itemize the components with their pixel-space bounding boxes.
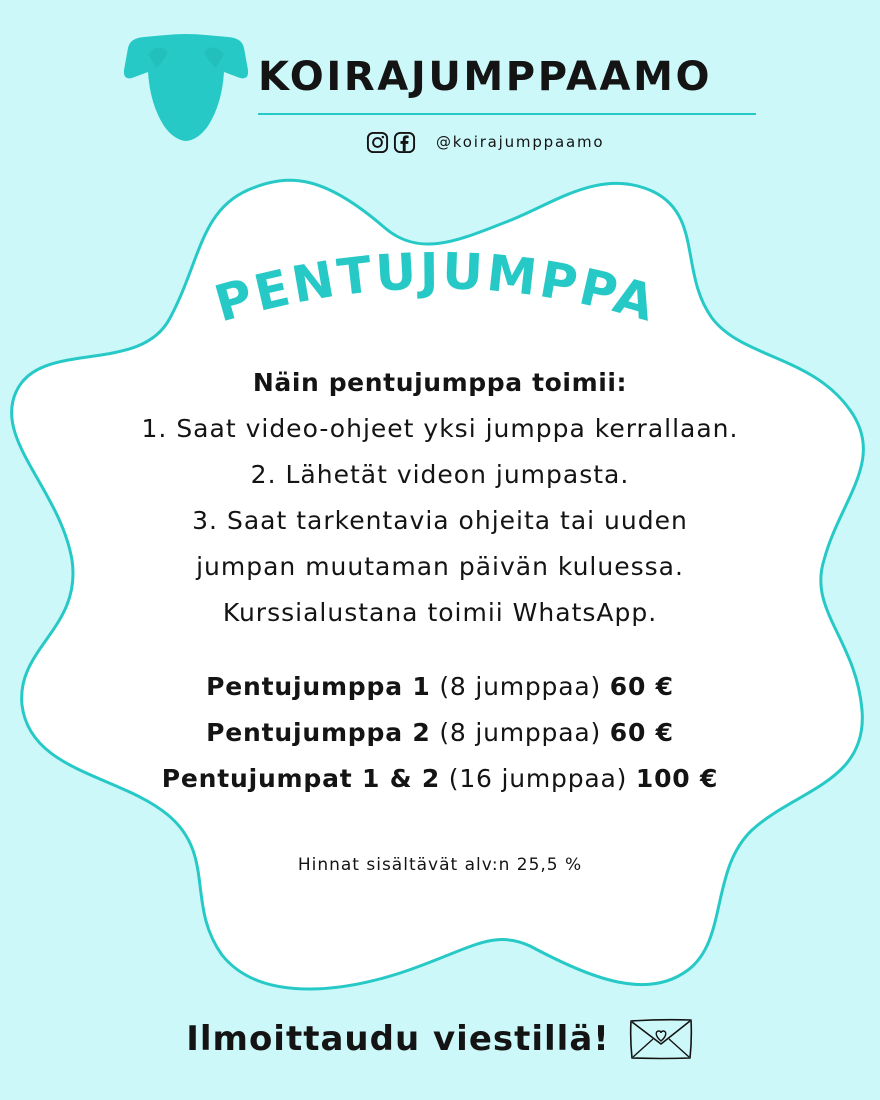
cta-label: Ilmoittaudu viestillä! [186,1019,610,1059]
vat-note: Hinnat sisältävät alv:n 25,5 % [297,855,583,875]
course-price: 60 € [609,672,674,701]
step-line: 2. Lähetät videon jumpasta. [250,460,630,489]
signup-cta [0,1014,880,1064]
price-row [40,664,840,710]
brand-name: KOIRAJUMPPAAMO [258,54,713,100]
course-detail: (8 jumppaa) [439,718,601,747]
step-line: 1. Saat video-ohjeet yksi jumppa kerrallaan. [141,414,739,443]
envelope-heart-icon[interactable] [628,1017,694,1061]
price-row [40,756,840,802]
course-detail: (8 jumppaa) [439,672,601,701]
page-title [208,242,663,333]
social-handle: @koirajumppaamo [436,133,605,151]
course-price: 60 € [609,718,674,747]
course-name: Pentujumppa 2 [206,718,431,747]
step-line: 3. Saat tarkentavia ohjeita tai uuden [192,506,688,535]
how-it-works [40,360,840,802]
step-line: Kurssialustana toimii WhatsApp. [222,598,658,627]
course-name: Pentujumppa 1 [206,672,431,701]
price-list [40,664,840,802]
step-line: jumpan muutaman päivän kuluessa. [196,552,684,581]
how-it-works-heading: Näin pentujumppa toimii: [252,368,628,397]
price-row [40,710,840,756]
course-name: Pentujumpat 1 & 2 [161,764,441,793]
page-title-text: PENTUJUMPPA [208,242,664,334]
course-detail: (16 jumppaa) [448,764,628,793]
course-price: 100 € [635,764,719,793]
